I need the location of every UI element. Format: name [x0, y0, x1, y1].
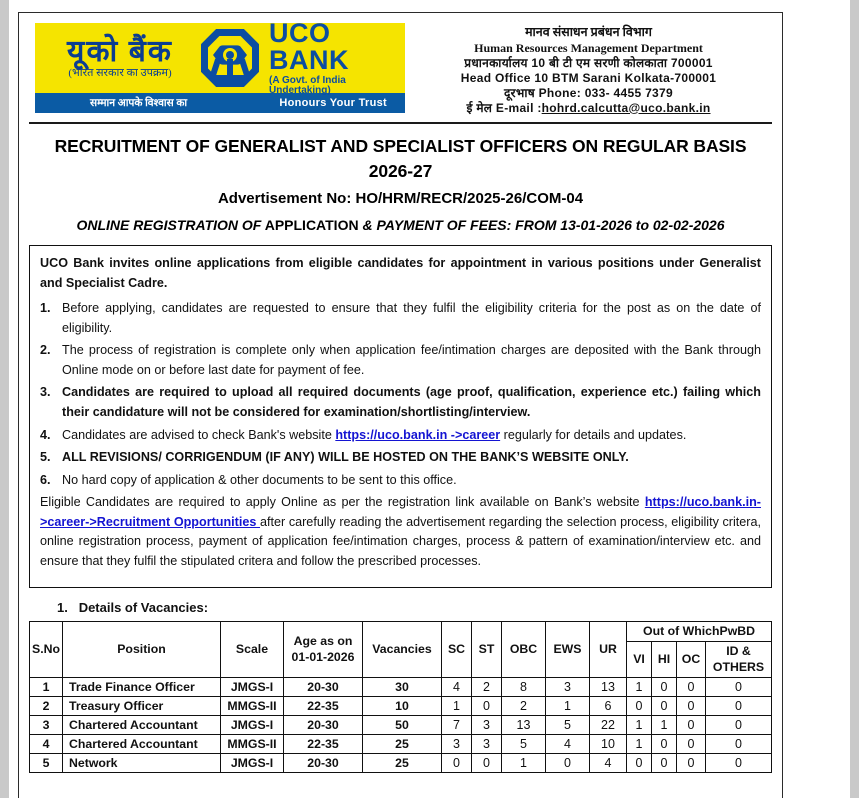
vacancy-heading-number: 1. — [57, 600, 68, 616]
cell-ews: 3 — [546, 678, 590, 697]
cell-vacancies: 50 — [363, 716, 442, 735]
career-page-link[interactable]: https://uco.bank.in ->career — [335, 427, 501, 442]
apply-text-before: Eligible Candidates are required to apply Online as per the registration link available on Bank’s website — [40, 495, 645, 510]
email-address[interactable]: hohrd.calcutta@uco.bank.in — [541, 100, 711, 115]
email-label-hindi: ई मेल — [466, 100, 493, 115]
advertisement-number: Advertisement No: HO/HRM/RECR/2025-26/COM-04 — [217, 190, 584, 208]
cell-age: 22-35 — [284, 735, 363, 754]
cell-st: 0 — [472, 697, 502, 716]
email-label: E-mail : — [495, 100, 542, 115]
table-row — [30, 697, 772, 716]
list-item-number: 1. — [40, 301, 51, 316]
column-header-ur: UR — [590, 622, 627, 678]
cell-vi: 0 — [627, 697, 652, 716]
cell-ur: 22 — [590, 716, 627, 735]
cell-id-others: 0 — [706, 754, 772, 773]
age-header-line1: Age as on — [293, 634, 353, 649]
list-item — [40, 383, 761, 422]
list-item-number: 3. — [40, 385, 51, 400]
column-header-vi: VI — [627, 642, 652, 678]
table-row — [30, 735, 772, 754]
cell-sno: 4 — [30, 735, 63, 754]
list-item-number: 4. — [40, 427, 51, 442]
logo-brand-name: UCO BANK — [269, 18, 349, 75]
cell-hi: 0 — [652, 754, 677, 773]
logo-strip-english: Honours Your Trust — [279, 97, 387, 109]
cell-sc: 0 — [442, 754, 472, 773]
cell-oc: 0 — [677, 754, 706, 773]
table-header — [30, 622, 772, 678]
column-header-hi: HI — [652, 642, 677, 678]
list-item-text: The process of registration is complete only when application fee/intimation charges are deposited with the Bank through Online mode on or before last date for payment of fee. — [62, 343, 761, 377]
phone-label-hindi: दूरभाष — [504, 85, 535, 100]
apply-text-after: after carefully reading the advertisement regarding the selection process, eligibility critera, online registration process, payment of application fee/intimation charges, process & pattern of examination/interview etc. and ensure that they fulfil the stipulated critera and follow the prescribed processes. — [40, 514, 761, 568]
cell-age: 20-30 — [284, 716, 363, 735]
logo-bottom-strip — [35, 93, 405, 113]
cell-scale: MMGS-II — [221, 697, 284, 716]
cell-sno: 3 — [30, 716, 63, 735]
page-title-line2: 2026-27 — [368, 161, 433, 181]
cell-obc: 1 — [502, 754, 546, 773]
column-header-age — [284, 622, 363, 678]
column-header-vacancies: Vacancies — [363, 622, 442, 678]
cell-hi: 1 — [652, 716, 677, 735]
cell-hi: 0 — [652, 697, 677, 716]
department-address-block — [405, 23, 772, 116]
right-margin-gutter — [850, 0, 859, 798]
cell-sno: 2 — [30, 697, 63, 716]
advertisement-title-block — [29, 124, 772, 244]
cell-ews: 4 — [546, 735, 590, 754]
list-item-text: No hard copy of application & other documents to be sent to this office. — [62, 472, 457, 487]
cell-vi: 0 — [627, 754, 652, 773]
department-name-english: Human Resources Management Department — [474, 40, 703, 55]
age-header-line2: 01-01-2026 — [291, 649, 355, 664]
table-body — [30, 678, 772, 773]
cell-sc: 4 — [442, 678, 472, 697]
document-page — [18, 12, 783, 798]
cell-obc: 2 — [502, 697, 546, 716]
cell-scale: MMGS-II — [221, 735, 284, 754]
cell-scale: JMGS-I — [221, 754, 284, 773]
cell-oc: 0 — [677, 678, 706, 697]
cell-ur: 13 — [590, 678, 627, 697]
column-header-sno: S.No — [30, 622, 63, 678]
cell-ews: 0 — [546, 754, 590, 773]
vacancy-section-heading — [57, 600, 772, 615]
cell-id-others: 0 — [706, 678, 772, 697]
list-item-text: Before applying, candidates are requested to ensure that they fulfil the eligibility criteria for the post as on the date of eligibility. — [62, 301, 761, 335]
cell-vi: 1 — [627, 678, 652, 697]
cell-ur: 6 — [590, 697, 627, 716]
cell-hi: 0 — [652, 678, 677, 697]
cell-ur: 4 — [590, 754, 627, 773]
list-item-number: 6. — [40, 472, 51, 487]
cell-sno: 5 — [30, 754, 63, 773]
cell-ews: 1 — [546, 697, 590, 716]
cell-hi: 0 — [652, 735, 677, 754]
phone-line — [405, 86, 772, 101]
list-item-text-after: regularly for details and updates. — [500, 427, 687, 442]
cell-age: 20-30 — [284, 754, 363, 773]
phone-number: Phone: 033- 4455 7379 — [538, 85, 673, 100]
letterhead — [29, 18, 772, 124]
list-item — [40, 341, 761, 380]
cell-id-others: 0 — [706, 697, 772, 716]
recruitment-opportunities-link[interactable]: https://uco.bank.in->career->Recruitment Opportunities — [40, 495, 761, 529]
cell-obc: 8 — [502, 678, 546, 697]
cell-st: 0 — [472, 754, 502, 773]
cell-sno: 1 — [30, 678, 63, 697]
cell-obc: 13 — [502, 716, 546, 735]
cell-oc: 0 — [677, 735, 706, 754]
cell-vacancies: 25 — [363, 754, 442, 773]
registration-period-line — [33, 217, 768, 233]
cell-st: 3 — [472, 716, 502, 735]
cell-vacancies: 10 — [363, 697, 442, 716]
cell-id-others: 0 — [706, 735, 772, 754]
cell-position: Treasury Officer — [63, 697, 221, 716]
list-item-number: 2. — [40, 343, 51, 358]
cell-id-others: 0 — [706, 716, 772, 735]
cell-vi: 1 — [627, 716, 652, 735]
cell-sc: 7 — [442, 716, 472, 735]
cell-vacancies: 30 — [363, 678, 442, 697]
column-header-scale: Scale — [221, 622, 284, 678]
list-item-text: ALL REVISIONS/ CORRIGENDUM (IF ANY) WILL BE HOSTED ON THE BANK’S WEBSITE ONLY. — [62, 450, 629, 465]
column-header-obc: OBC — [502, 622, 546, 678]
list-item — [40, 448, 761, 468]
registration-dates: & PAYMENT OF FEES: FROM 13-01-2026 to 02-02-2026 — [362, 217, 725, 234]
cell-position: Trade Finance Officer — [63, 678, 221, 697]
logo-strip-hindi: सम्मान आपके विश्वास का — [90, 98, 188, 109]
intro-paragraph: UCO Bank invites online applications from eligible candidates for appointment in various positions under Generalist and Specialist Cadre. — [40, 256, 761, 290]
id-header-line1: ID & — [726, 644, 751, 659]
table-row — [30, 754, 772, 773]
logo-hindi-text — [41, 36, 199, 80]
column-header-ews: EWS — [546, 622, 590, 678]
uco-bank-logo — [35, 18, 405, 113]
column-header-st: ST — [472, 622, 502, 678]
column-group-header-pwbd: Out of WhichPwBD — [627, 622, 772, 642]
list-item — [40, 426, 761, 446]
logo-hindi-name: यूको बैंक — [67, 34, 173, 68]
table-header-row-1 — [30, 622, 772, 642]
office-address-hindi: प्रधानकार्यालय 10 बी टी एम सरणी कोलकाता 700001 — [464, 55, 713, 70]
logo-brand-text — [269, 20, 399, 96]
cell-st: 2 — [472, 678, 502, 697]
logo-hindi-subtitle: (भारत सरकार का उपक्रम) — [68, 67, 172, 80]
department-name-hindi: मानव संसाधन प्रबंधन विभाग — [525, 25, 652, 39]
id-header-line2: OTHERS — [712, 659, 765, 674]
cell-ur: 10 — [590, 735, 627, 754]
cell-age: 20-30 — [284, 678, 363, 697]
cell-age: 22-35 — [284, 697, 363, 716]
cell-position: Chartered Accountant — [63, 716, 221, 735]
instructions-list — [40, 299, 761, 490]
logo-main-row — [35, 18, 405, 96]
cell-scale: JMGS-I — [221, 678, 284, 697]
left-margin-gutter — [0, 0, 9, 798]
vacancies-table — [29, 621, 772, 773]
list-item — [40, 471, 761, 491]
registration-label: ONLINE REGISTRATION OF — [76, 217, 262, 234]
cell-st: 3 — [472, 735, 502, 754]
list-item — [40, 299, 761, 338]
cell-oc: 0 — [677, 697, 706, 716]
registration-application-word: APPLICATION — [264, 217, 359, 234]
column-header-sc: SC — [442, 622, 472, 678]
apply-online-paragraph — [40, 493, 761, 571]
logo-brand-tagline: (A Govt. of India Undertaking) — [269, 75, 346, 96]
cell-sc: 1 — [442, 697, 472, 716]
office-address-english: Head Office 10 BTM Sarani Kolkata-700001 — [460, 70, 717, 85]
email-line — [405, 101, 772, 116]
uco-octagon-eye-icon — [201, 29, 259, 87]
cell-position: Network — [63, 754, 221, 773]
cell-oc: 0 — [677, 716, 706, 735]
cell-position: Chartered Accountant — [63, 735, 221, 754]
cell-scale: JMGS-I — [221, 716, 284, 735]
column-header-id-others — [706, 642, 772, 678]
page-title-line1: RECRUITMENT OF GENERALIST AND SPECIALIST OFFICERS ON REGULAR BASIS — [54, 135, 747, 156]
list-item-text: Candidates are required to upload all required documents (age proof, qualification, experience etc.) failing which their candidature will not be considered for examination/shortlisting/interview. — [62, 385, 761, 419]
table-row — [30, 716, 772, 735]
cell-sc: 3 — [442, 735, 472, 754]
column-header-position: Position — [63, 622, 221, 678]
cell-ews: 5 — [546, 716, 590, 735]
column-header-oc: OC — [677, 642, 706, 678]
cell-obc: 5 — [502, 735, 546, 754]
vacancy-heading-text: Details of Vacancies: — [78, 600, 209, 616]
list-item-number: 5. — [40, 450, 51, 465]
cell-vacancies: 25 — [363, 735, 442, 754]
list-item-text-before: Candidates are advised to check Bank's website — [62, 427, 336, 442]
table-row — [30, 678, 772, 697]
cell-vi: 1 — [627, 735, 652, 754]
instructions-box — [29, 245, 772, 588]
